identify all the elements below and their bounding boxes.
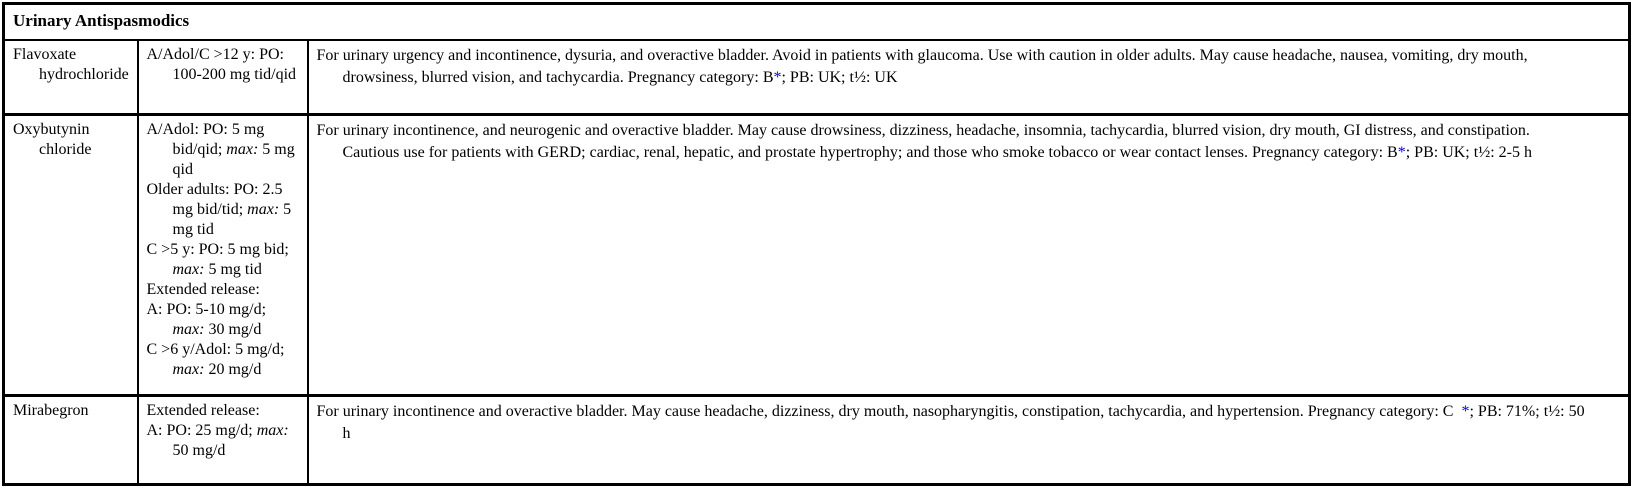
footnote-asterisk-link[interactable]: * (773, 68, 782, 86)
dosage-text-segment: 5 mg tid (172, 201, 292, 238)
drug-name: Oxybutynin chloride (13, 121, 92, 158)
dosage-text-segment: 5 mg qid (172, 141, 295, 178)
uses-text (317, 45, 1621, 88)
dosage-text-segment: Extended release: (146, 402, 260, 419)
dosage-text-segment: Older adults: PO: 2.5 mg bid/tid; (146, 181, 283, 218)
dosage-text-segment: A: PO: 5-10 mg/d; (146, 301, 267, 318)
dosage-text-segment: 20 mg/d (204, 361, 262, 378)
dosage-text-segment: Extended release: (146, 281, 260, 298)
drug-name: Flavoxate hydrochloride (13, 46, 129, 83)
dosage-line (147, 401, 299, 421)
max-dose-label: max: (172, 321, 205, 338)
uses-considerations-cell (308, 115, 1630, 396)
drug-name: Mirabegron (13, 402, 89, 419)
dosage-text-segment: C >5 y: PO: 5 mg bid; (146, 241, 289, 258)
max-dose-label: max: (172, 261, 205, 278)
dosage-cell (138, 40, 308, 115)
urinary-antispasmodics-table (2, 2, 1631, 486)
uses-text-segment: ; PB: UK; t½: 2-5 h (1405, 143, 1532, 161)
uses-text-segment: ; PB: UK; t½: UK (781, 68, 898, 86)
dosage-line (147, 421, 299, 461)
dosage-text-segment: A: PO: 25 mg/d; (146, 422, 257, 439)
table-row (4, 115, 1630, 396)
section-title: Urinary Antispasmodics (4, 4, 1630, 41)
drug-name-cell (4, 40, 138, 115)
table-row (4, 40, 1630, 115)
drug-name-cell (4, 115, 138, 396)
dosage-text-segment: 5 mg tid (204, 261, 262, 278)
dosage-line (147, 180, 299, 240)
dosage-cell (138, 115, 308, 396)
uses-text (317, 120, 1621, 163)
table-title-row (4, 4, 1630, 41)
dosage-line (147, 280, 299, 300)
dosage-line (147, 120, 299, 180)
footnote-asterisk-link[interactable]: * (1397, 143, 1406, 161)
uses-considerations-cell (308, 396, 1630, 485)
dosage-text-segment: 30 mg/d (204, 321, 262, 338)
uses-considerations-cell (308, 40, 1630, 115)
dosage-text-segment: 50 mg/d (172, 442, 226, 459)
dosage-text-segment: A/Adol/C >12 y: PO: 100-200 mg tid/qid (146, 46, 297, 83)
table-row (4, 396, 1630, 485)
max-dose-label: max: (247, 201, 280, 218)
uses-text (317, 401, 1621, 444)
dosage-line (147, 240, 299, 280)
dosage-text-segment: C >6 y/Adol: 5 mg/d; (146, 341, 285, 358)
drug-name-cell (4, 396, 138, 485)
uses-text-segment: For urinary urgency and incontinence, dysuria, and overactive bladder. Avoid in patients with glaucoma. Use with caution in older adults. May cause headache, nausea, vomiting, dry mouth, drowsiness, blurred vision, and tachycardia. Pregnancy category: B (316, 47, 1528, 86)
uses-text-segment: ; PB: 71%; t½: 50 h (342, 403, 1585, 442)
drug-table-container (2, 2, 1631, 486)
max-dose-label: max: (226, 141, 259, 158)
max-dose-label: max: (256, 422, 289, 439)
uses-text-segment: For urinary incontinence and overactive bladder. May cause headache, dizziness, dry mouth, nasopharyngitis, constipation, tachycardia, and hypertension. Pregnancy category: C (316, 403, 1458, 420)
max-dose-label: max: (172, 361, 205, 378)
dosage-text-segment: A/Adol: PO: 5 mg bid/qid; (146, 121, 265, 158)
dosage-line (147, 300, 299, 340)
uses-text-segment: For urinary incontinence, and neurogenic and overactive bladder. May cause drowsiness, dizziness, headache, insomnia, tachycardia, blurred vision, dry mouth, GI distress, and constipation. Cautious use for patients with GERD; cardiac, renal, hepatic, and prostate hypertrophy; and those who smoke tobacco or wear contact lenses. Pregnancy category: B (316, 122, 1530, 161)
dosage-line (147, 340, 299, 380)
footnote-asterisk-link[interactable]: * (1461, 403, 1470, 420)
dosage-line (147, 45, 299, 85)
dosage-cell (138, 396, 308, 485)
